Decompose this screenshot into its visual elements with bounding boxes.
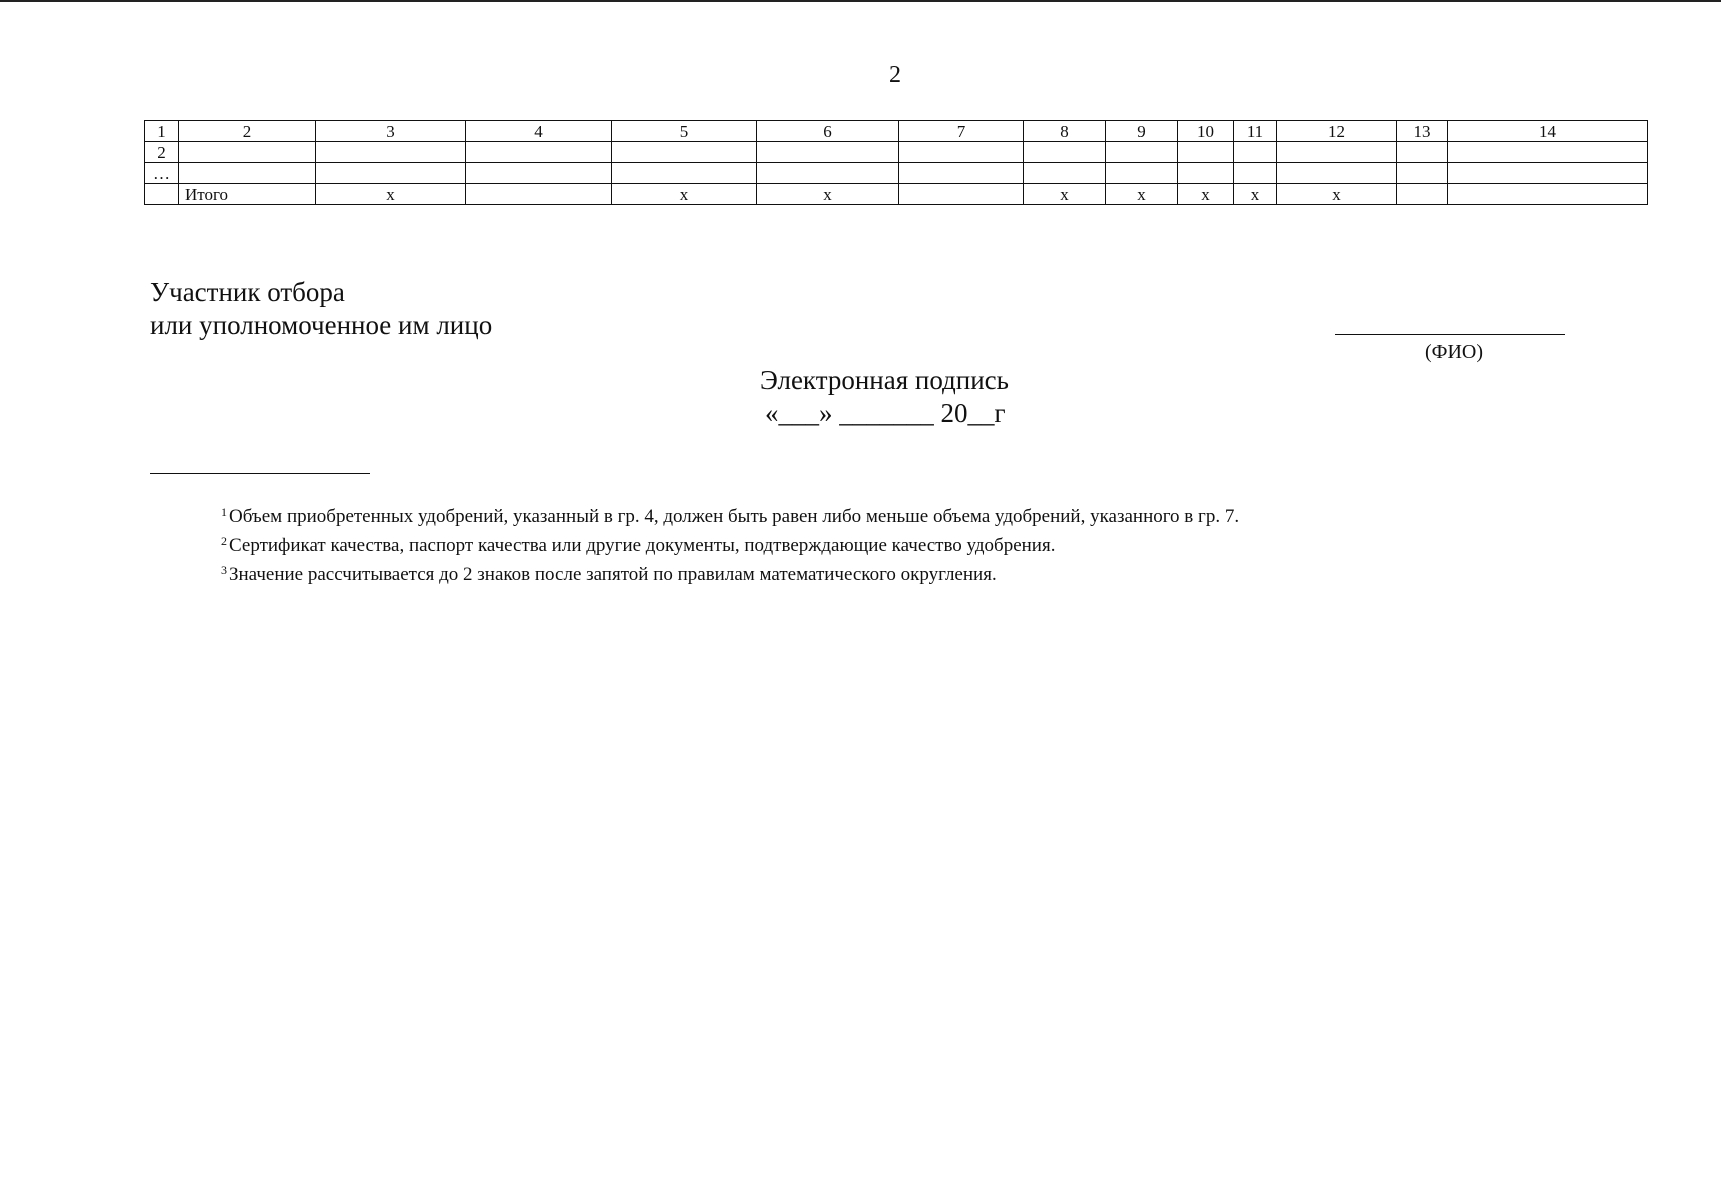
- table-cell: x: [316, 184, 466, 205]
- participant-line-1: Участник отбора: [150, 277, 345, 307]
- table-cell: [1397, 142, 1448, 163]
- table-cell: x: [757, 184, 899, 205]
- footnote-mark: 2: [221, 534, 227, 548]
- table-cell: [1024, 142, 1106, 163]
- table-cell: [1397, 163, 1448, 184]
- table-cell: 8: [1024, 121, 1106, 142]
- table-cell: [612, 142, 757, 163]
- table-cell: [466, 163, 612, 184]
- table-cell: [179, 142, 316, 163]
- table-cell: [1178, 163, 1234, 184]
- table-cell: [1448, 163, 1648, 184]
- table-cell: [1106, 142, 1178, 163]
- table-cell: Итого: [179, 184, 316, 205]
- table-cell: 2: [179, 121, 316, 142]
- electronic-signature-label: Электронная подпись: [760, 365, 1009, 395]
- table-cell: [757, 142, 899, 163]
- table-cell: [757, 163, 899, 184]
- table-cell: x: [1277, 184, 1397, 205]
- table-cell: x: [612, 184, 757, 205]
- table-cell: [612, 163, 757, 184]
- table-cell: 4: [466, 121, 612, 142]
- footnote-mark: 3: [221, 563, 227, 577]
- table-cell: x: [1234, 184, 1277, 205]
- table-cell: [1397, 184, 1448, 205]
- table-cell: 5: [612, 121, 757, 142]
- table-cell: 13: [1397, 121, 1448, 142]
- table-cell: [1448, 184, 1648, 205]
- table-row: [145, 142, 1648, 163]
- table-cell: x: [1178, 184, 1234, 205]
- participant-block: [150, 276, 492, 342]
- table-cell: 3: [316, 121, 466, 142]
- table-total-row: [145, 184, 1648, 205]
- table-cell: x: [1024, 184, 1106, 205]
- table-cell: [466, 142, 612, 163]
- date-line: «___» _______ 20__г: [765, 398, 1006, 428]
- table-cell: 7: [899, 121, 1024, 142]
- table-cell: [1277, 163, 1397, 184]
- footnote-separator: [150, 473, 370, 474]
- table-body: [145, 121, 1648, 205]
- footnote-3: [221, 558, 1239, 587]
- footnote-2: [221, 529, 1239, 558]
- scan-top-edge: [0, 0, 1721, 2]
- table-cell: [1024, 163, 1106, 184]
- page-number: 2: [889, 62, 901, 88]
- table-cell: [1448, 142, 1648, 163]
- table-cell: [1234, 163, 1277, 184]
- table-cell: 12: [1277, 121, 1397, 142]
- table-cell: 14: [1448, 121, 1648, 142]
- table-cell: [1106, 163, 1178, 184]
- table-cell: [316, 163, 466, 184]
- table-cell: [899, 184, 1024, 205]
- table-cell: 1: [145, 121, 179, 142]
- table-row: [145, 163, 1648, 184]
- participant-line-2: или уполномоченное им лицо: [150, 310, 493, 340]
- table-cell: [1178, 142, 1234, 163]
- table-cell: 10: [1178, 121, 1234, 142]
- table-cell: …: [145, 163, 179, 184]
- fio-signature-line: [1335, 334, 1565, 335]
- table-header-row: [145, 121, 1648, 142]
- footnotes: [221, 500, 1239, 587]
- table-cell: 6: [757, 121, 899, 142]
- table-cell: x: [1106, 184, 1178, 205]
- table-cell: [1234, 142, 1277, 163]
- footnote-1: [221, 500, 1239, 529]
- footnote-text: Сертификат качества, паспорт качества или другие документы, подтверждающие качество удобрения.: [229, 535, 1056, 556]
- table-cell: [179, 163, 316, 184]
- table-cell: [1277, 142, 1397, 163]
- table-cell: 11: [1234, 121, 1277, 142]
- table-cell: [899, 142, 1024, 163]
- data-table: [144, 120, 1648, 205]
- table-cell: [316, 142, 466, 163]
- table-cell: 9: [1106, 121, 1178, 142]
- table-cell: [145, 184, 179, 205]
- table-cell: [899, 163, 1024, 184]
- footnote-text: Значение рассчитывается до 2 знаков после запятой по правилам математического округления.: [229, 564, 997, 585]
- footnote-text: Объем приобретенных удобрений, указанный в гр. 4, должен быть равен либо меньше объема удобрений, указанного в гр. 7.: [229, 506, 1240, 527]
- table-cell: [466, 184, 612, 205]
- footnote-mark: 1: [221, 505, 227, 519]
- fio-label: (ФИО): [1425, 341, 1484, 363]
- table-cell: 2: [145, 142, 179, 163]
